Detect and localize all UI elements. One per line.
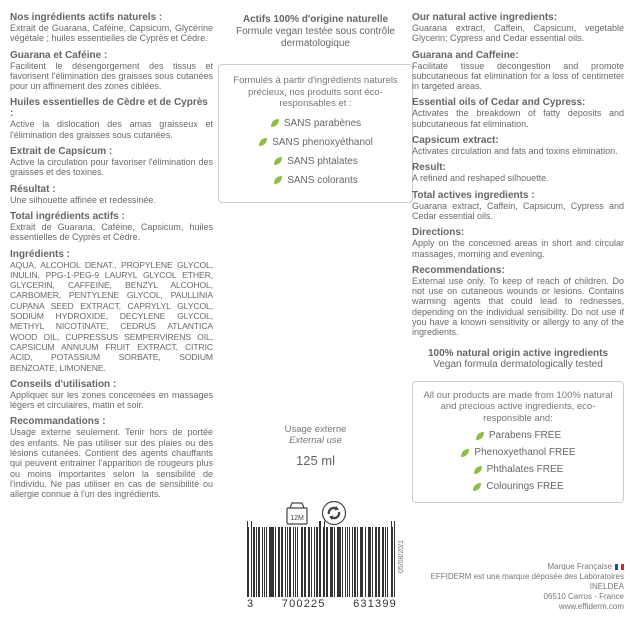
middle-column — [218, 14, 413, 203]
barcode-bar — [365, 527, 366, 597]
free-item — [421, 447, 615, 458]
barcode-bar — [251, 521, 252, 597]
usage-fr: Usage externe — [284, 424, 347, 435]
en-heading: Capsicum extract: — [412, 135, 499, 147]
en-text: A refined and reshaped silhouette. — [412, 173, 549, 184]
leaf-icon — [472, 482, 482, 492]
barcode-bar — [385, 527, 386, 597]
en-text: Facilitate tissue decongestion and promote subcutaneous fat elimination for a loss of centimeter in targeted areas. — [412, 60, 624, 92]
barcode-bar — [319, 521, 320, 597]
en-text: Activates the breakdown of fatty deposits and subcutaneous fat elimination. — [412, 108, 624, 129]
fr-text: Active la dislocation des amas graisseux et l'élimination des graisses sous cutanées. — [10, 119, 213, 140]
english-info-column — [412, 12, 624, 503]
reco-text: Usage externe seulement. Tenir hors de portée des enfants. Ne pas utiliser sur des plaies ou des lésions cutanées. Contient des agents chauffants qui peuvent entrainer l'apparition de rougeurs plus ou moins importantes selon la sensibilité de l'individu. Ne pas utiliser en cas de sensibilité ou allergie connue à l'un des ingrédients. — [10, 427, 213, 500]
leaf-icon — [270, 118, 280, 128]
fr-block-huiles — [10, 97, 213, 140]
en-heading: Directions: — [412, 227, 465, 239]
en-heading: Guarana and Caffeine: — [412, 49, 519, 61]
fr-block-total — [10, 211, 213, 243]
barcode-bar — [387, 527, 388, 597]
barcode-bar — [264, 527, 265, 597]
free-label: Parabens FREE — [488, 430, 562, 442]
en-free-from-box — [412, 381, 624, 504]
barcode-bar — [275, 527, 276, 597]
lot-number: 05/08/20/1 — [398, 540, 405, 574]
barcode-bar — [342, 527, 343, 597]
barcode-bar — [279, 527, 280, 597]
free-label: Phenoxyethanol FREE — [474, 447, 576, 459]
recycle-loop-icon — [321, 500, 347, 526]
en-claim-subtitle: Vegan formula dermatologically tested — [433, 359, 603, 371]
barcode-bar — [334, 527, 335, 597]
en-block — [412, 190, 624, 222]
fr-free-from-box — [218, 64, 413, 203]
en-claim-title: 100% natural origin active ingredients — [427, 347, 609, 359]
en-block — [412, 97, 624, 129]
brand-origin-label: Marque Française — [547, 562, 612, 571]
en-block — [412, 227, 624, 259]
barcode-bar — [289, 527, 291, 597]
brand-origin — [412, 562, 624, 572]
free-label: SANS phtalates — [287, 155, 358, 167]
en-heading: Recommendations: — [412, 264, 505, 276]
free-label: SANS colorants — [287, 174, 358, 186]
fr-heading: Résultat : — [10, 183, 56, 195]
leaf-icon — [273, 175, 283, 185]
barcode-bar — [311, 527, 312, 597]
barcode-bar — [382, 527, 384, 597]
fr-heading: Nos ingrédients actifs naturels : — [10, 12, 163, 23]
leaf-icon — [273, 156, 283, 166]
en-text: External use only. To keep of reach of children. Do not use on cutaneous wounds or lesions. Contains warming agents that could lead to rednesses, depending on the individual sensibility. Do not use if you have a known sensitivity or allergy to any of the ingredients. — [412, 275, 624, 338]
fr-text: Facilitent le désengorgement des tissus et favorisent l'élimination des graisses sous cutanées pour un affinement des zones ciblées. — [10, 60, 213, 92]
conseils-text: Appliquer sur les zones concernées en massages légers et circulaires, matin et soir. — [10, 389, 213, 411]
french-info-column — [10, 12, 213, 506]
fr-claim-subtitle: Formule vegan testée sous contrôle dermatologique — [236, 26, 395, 49]
barcode-bar — [309, 527, 310, 597]
barcode-number — [247, 598, 397, 610]
manufacturer-info — [412, 562, 624, 612]
trademark-notice: EFFIDERM est une marque déposée des Laboratoires INELDEA — [430, 572, 624, 591]
barcode-bar — [316, 527, 318, 597]
pao-label: 12M — [290, 515, 304, 522]
en-block — [412, 50, 624, 92]
en-heading: Result: — [412, 162, 446, 174]
en-box-intro: All our products are made from 100% natural and precious active ingredients, eco-responsible and: — [423, 389, 613, 424]
free-label: Colourings FREE — [486, 481, 564, 493]
en-block — [412, 162, 624, 183]
barcode-bar — [302, 527, 303, 597]
free-item — [421, 481, 615, 492]
barcode-bar — [304, 527, 305, 597]
barcode-bar — [372, 527, 373, 597]
ingredients-list: AQUA, ALCOHOL DENAT., PROPYLENE GLYCOL, INULIN, PPG-1-PEG-9 LAURYL GLYCOL ETHER, GLYCERIN, CAFFEINE, BENZYL ALCOHOL, CARBOMER, PENTYLENE GLYCOL, PAULLINIA CUPANA SEED EXTRACT, CAPRYLYL GLYCOL, SODIUM HYDROXIDE, DECYLENE GLYCOL, METHYL NICOTINATE, CEDRUS ATLANTICA WOOD OIL, CUPRESSUS SEMPERVIRENS OIL, CAPSICUM ANNUUM FRUIT EXTRACT, CITRIC ACID, POTASSIUM SORBATE, SODIUM BENZOATE, LIMONENE. — [10, 259, 213, 373]
barcode-bar — [287, 527, 288, 597]
barcode-bar — [258, 527, 260, 597]
free-item — [227, 156, 404, 167]
fr-block-ingredients — [10, 249, 213, 373]
fr-block-guarana — [10, 50, 213, 92]
fr-heading: Extrait de Capsicum : — [10, 146, 113, 158]
fr-text: Extrait de Guarana, Caféine, Capsicum, huiles essentielles de Cyprès et Cèdre. — [10, 221, 213, 243]
barcode-bar — [256, 527, 257, 597]
french-flag-icon — [615, 564, 624, 570]
fr-claim-title: Actifs 100% d'origine naturelle — [242, 14, 389, 25]
free-item — [421, 430, 615, 441]
en-block — [412, 12, 624, 44]
conseils-heading: Conseils d'utilisation : — [10, 378, 117, 390]
fr-heading: Guarana et Caféine : — [10, 49, 108, 61]
en-text: Guarana extract, Caffein, Capsicum, vegetable Glycerin; Cypress and Cedar essential oils. — [412, 23, 624, 44]
barcode-bar — [394, 521, 395, 597]
en-heading: Our natural active ingredients: — [412, 12, 558, 23]
en-heading: Essential oils of Cedar and Cypress: — [412, 97, 586, 109]
fr-block-reco — [10, 416, 213, 499]
barcode-digit-group: 631399 — [353, 598, 397, 610]
fr-heading: Huiles essentielles de Cèdre et de Cyprès : — [10, 97, 208, 120]
address: 06510 Carros - France — [543, 592, 624, 601]
barcode-bar — [369, 527, 370, 597]
pao-jar-icon — [285, 500, 309, 526]
barcode-bar — [338, 527, 340, 597]
fr-block-capsicum — [10, 146, 213, 178]
free-item — [421, 464, 615, 475]
fr-box-intro: Formulés à partir d'ingrédients naturels précieux, nos produits sont éco-responsables et : — [233, 75, 398, 109]
volume-label: 125 ml — [295, 453, 336, 468]
barcode-bar — [271, 527, 273, 597]
free-item — [227, 175, 404, 186]
leaf-icon — [258, 137, 268, 147]
ingredients-heading: Ingrédients : — [10, 248, 71, 260]
free-label: Phthalates FREE — [486, 464, 564, 476]
leaf-icon — [473, 465, 483, 475]
fr-block-resultat — [10, 184, 213, 205]
leaf-icon — [460, 448, 470, 458]
barcode-bar — [392, 527, 393, 597]
reco-heading: Recommandations : — [10, 416, 106, 428]
barcode-bar — [266, 527, 267, 597]
fr-heading: Total ingrédients actifs : — [10, 210, 125, 222]
barcode-bar — [378, 527, 379, 597]
barcode-bar — [361, 527, 363, 597]
barcode-bar — [248, 527, 249, 597]
fr-block-conseils — [10, 379, 213, 411]
barcode-bar — [349, 527, 350, 597]
barcode-bar — [347, 527, 348, 597]
en-block — [412, 265, 624, 338]
fr-text: Active la circulation pour favoriser l'élimination des graisses et des toxines. — [10, 157, 213, 178]
barcode-bar — [326, 527, 327, 597]
en-text: Activates circulation and fats and toxins elimination. — [412, 146, 618, 157]
barcode-digit-group: 700225 — [281, 598, 326, 610]
usage-label — [218, 424, 413, 446]
free-label: SANS phenoxyéthanol — [272, 136, 373, 148]
barcode-digit-group: 3 — [247, 598, 255, 610]
usage-en: External use — [289, 435, 342, 446]
fr-block-actifs — [10, 12, 213, 44]
barcode-bar — [297, 527, 298, 597]
free-item — [227, 137, 404, 148]
free-label: SANS parabènes — [283, 117, 362, 129]
barcode — [247, 527, 397, 622]
barcode-bar — [331, 527, 332, 597]
barcode-bar — [357, 527, 358, 597]
symbols-row — [285, 500, 347, 526]
barcode-bar — [281, 527, 282, 597]
barcode-bar — [324, 521, 325, 597]
barcode-bars — [247, 527, 397, 597]
website-link: www.effiderm.com — [558, 602, 624, 611]
barcode-bar — [295, 527, 296, 597]
barcode-bar — [376, 527, 377, 597]
en-block — [412, 135, 624, 156]
free-item — [227, 118, 404, 129]
fr-text: Une silhouette affinée et redessinée. — [10, 194, 156, 205]
en-text: Guarana extract, Caffein, Capsicum, Cypress and Cedar essential oils. — [412, 200, 624, 221]
fr-text: Extrait de Guarana, Caféine, Capsicum, Glycérine végétale ; huiles essentielles de Cyprès et Cèdre. — [10, 23, 213, 44]
en-text: Apply on the concerned areas in short and circular massages, morning and evening. — [412, 238, 624, 259]
barcode-bar — [354, 527, 355, 597]
leaf-icon — [475, 431, 485, 441]
en-heading: Total actives ingredients : — [412, 189, 535, 201]
